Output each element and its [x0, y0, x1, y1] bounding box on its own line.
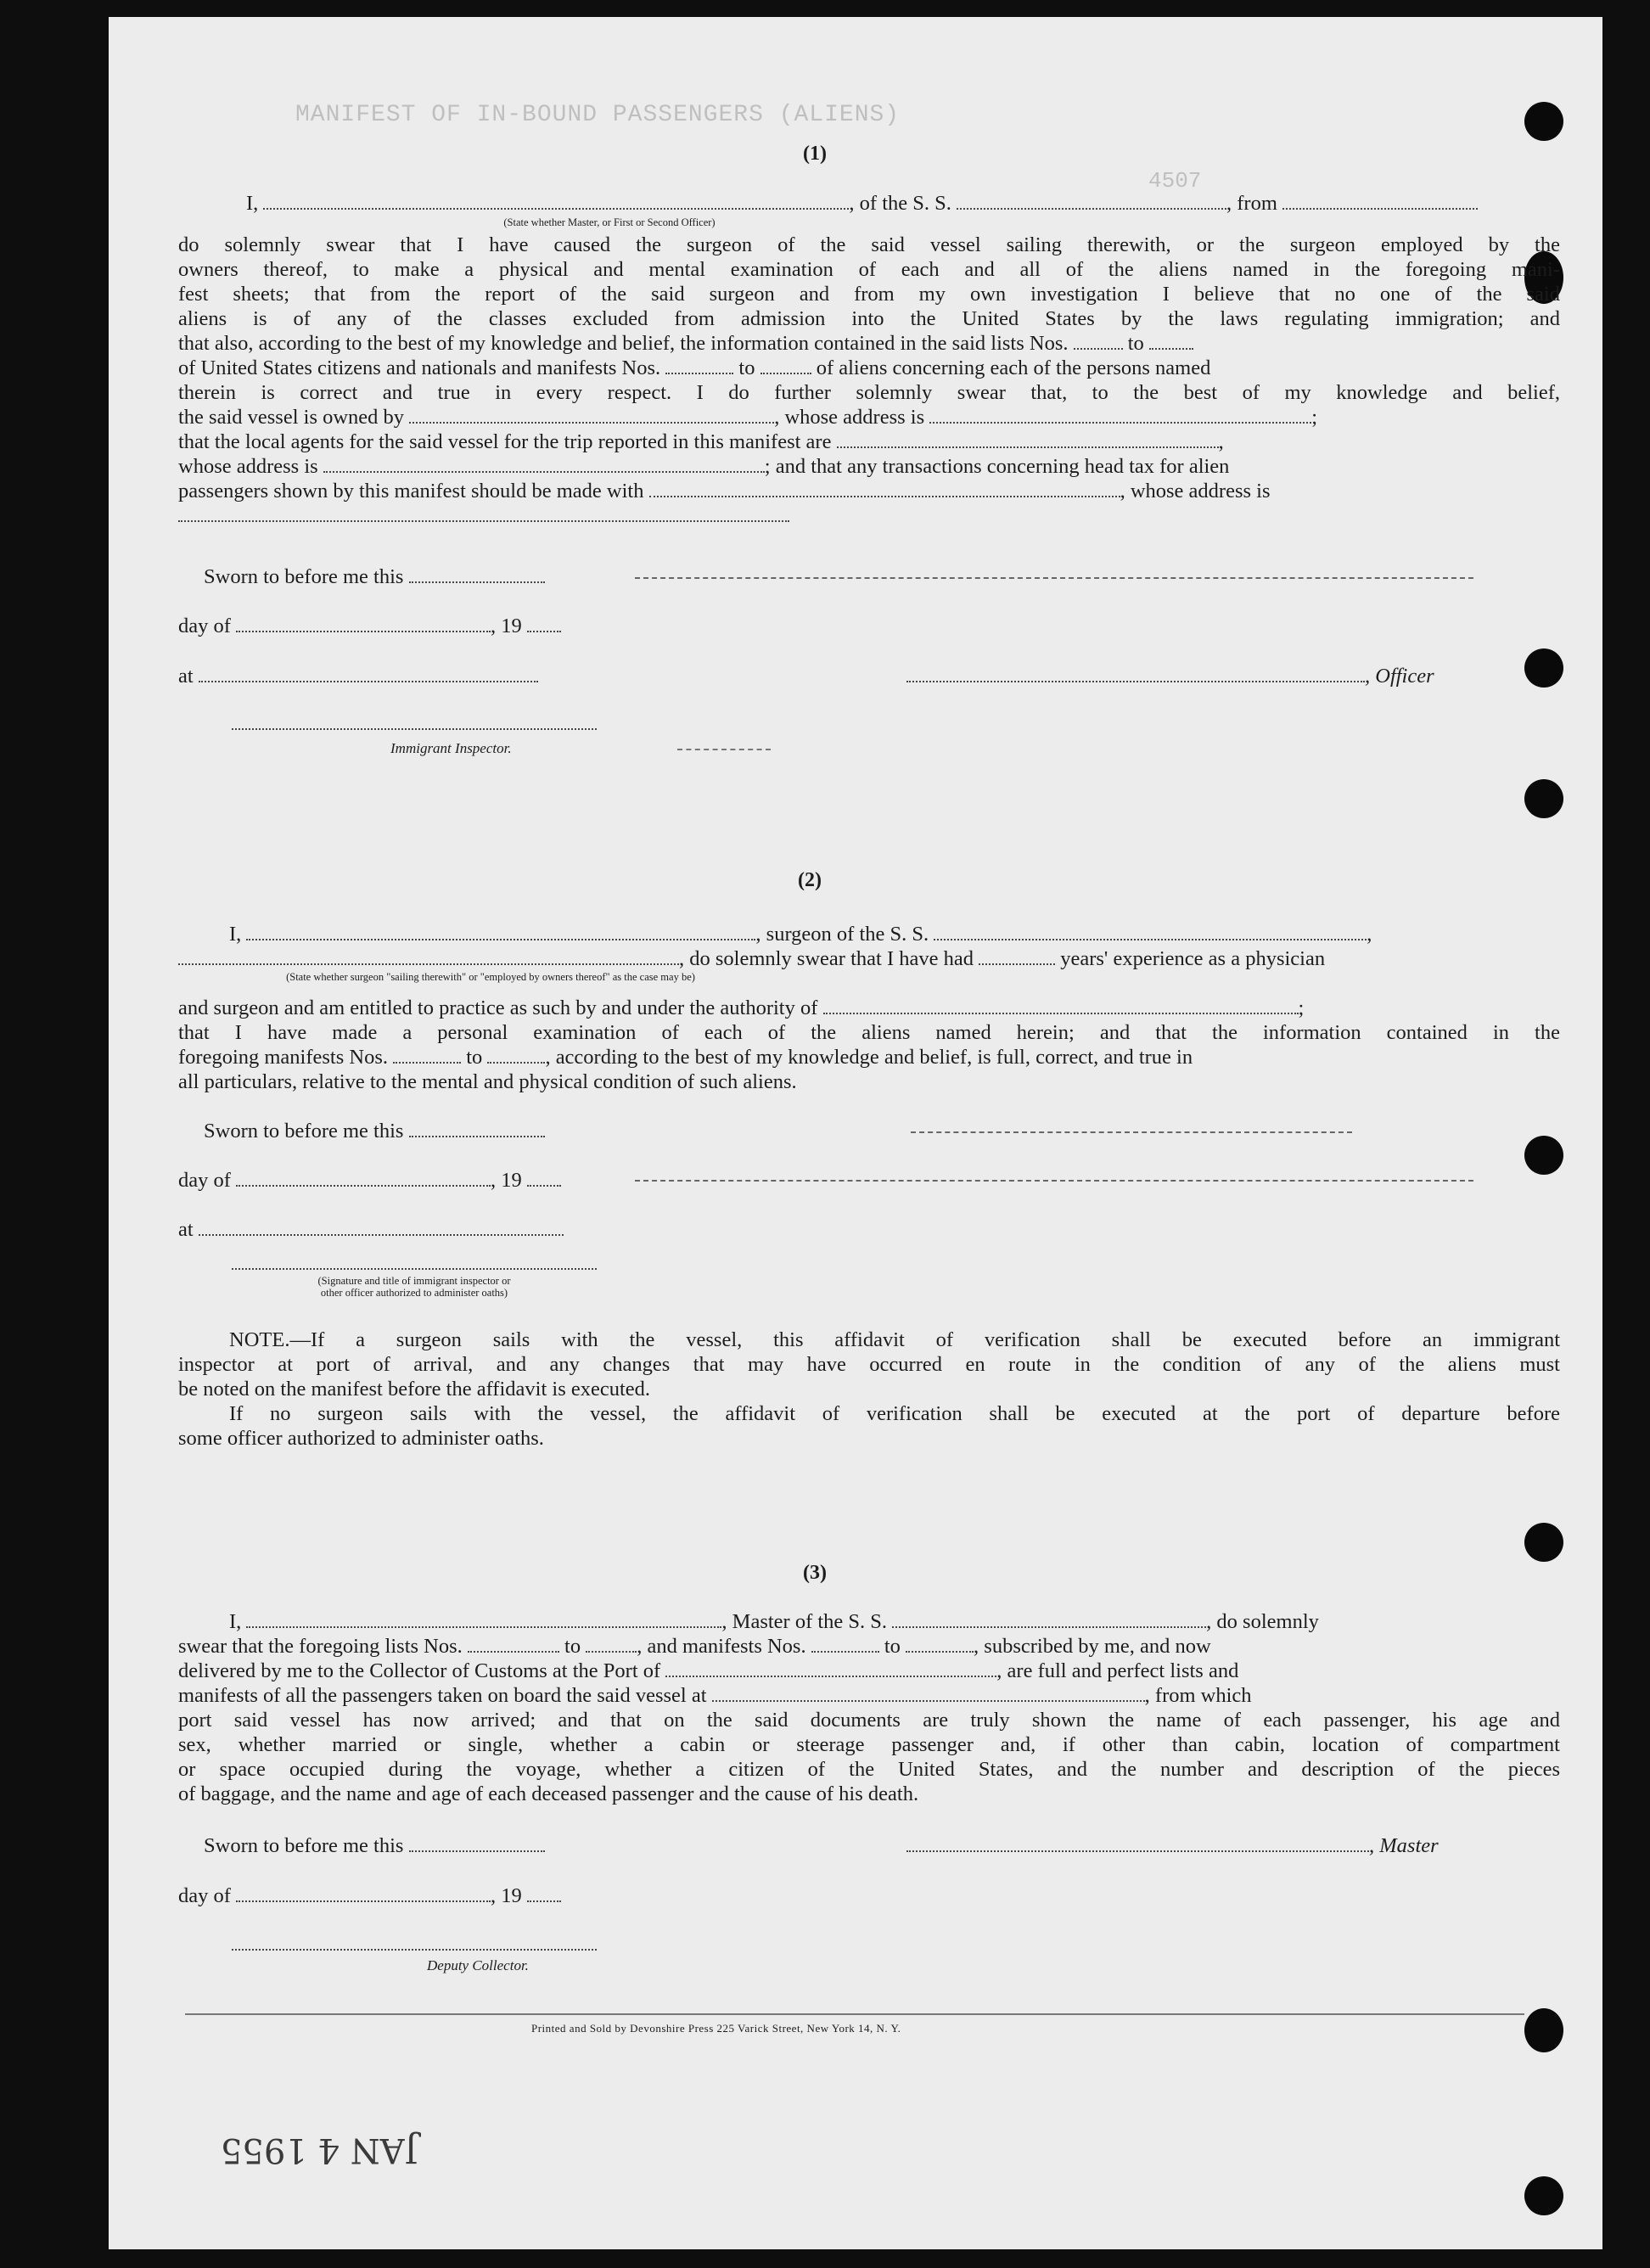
body-line: owners thereof, to make a physical and mental examination of each and all of the aliens named in the foregoing mani-	[178, 258, 1560, 281]
punch-hole	[1524, 2176, 1563, 2215]
text: , Officer	[1365, 665, 1434, 688]
blank-manifest-from[interactable]	[665, 356, 733, 374]
body-line: of baggage, and the name and age of each deceased passenger and the cause of his death.	[178, 1782, 919, 1805]
punch-hole	[1524, 779, 1563, 818]
text: Sworn to before me this	[204, 1834, 404, 1857]
officer-line	[906, 664, 1434, 688]
blank-place[interactable]	[199, 1217, 564, 1236]
text: to	[466, 1046, 483, 1069]
note-line: inspector at port of arrival, and any changes that may have occurred en route in the condition of any of the aliens must	[178, 1353, 1560, 1376]
body-line: that the local agents for the said vessel for the trip reported in this manifest are ,	[178, 430, 1224, 453]
section-number: (1)	[803, 143, 827, 165]
body-line: the said vessel is owned by , whose address is ;	[178, 406, 1318, 429]
note-line: some officer authorized to administer oaths.	[178, 1427, 544, 1450]
blank-manifest-to[interactable]	[906, 1634, 974, 1653]
text: to	[564, 1635, 581, 1658]
blank-surgeon-vessel[interactable]	[934, 922, 1367, 940]
printer-credit: Printed and Sold by Devonshire Press 225 Varick Street, New York 14, N. Y.	[531, 2022, 901, 2035]
text: foregoing manifests Nos.	[178, 1046, 388, 1069]
master-line	[906, 1833, 1439, 1858]
text: , do solemnly	[1206, 1610, 1319, 1633]
blank-year[interactable]	[527, 614, 561, 632]
blank-head-tax-party[interactable]	[649, 479, 1120, 497]
text: day of	[178, 615, 231, 637]
text: , of the S. S.	[849, 192, 951, 215]
blank-list-from[interactable]	[468, 1634, 559, 1653]
blank-officer[interactable]	[263, 191, 849, 210]
text: Sworn to before me this	[204, 1120, 404, 1142]
blank-list-to[interactable]	[1149, 331, 1193, 350]
affidavit-line: I, , surgeon of the S. S. ,	[229, 923, 1372, 946]
blank-month[interactable]	[236, 1168, 491, 1187]
text: whose address is	[178, 455, 318, 478]
text: of United States citizens and nationals and manifests Nos.	[178, 356, 661, 379]
blank-authority[interactable]	[823, 996, 1299, 1014]
text: , do solemnly swear that I have had	[679, 947, 974, 970]
blank-port[interactable]	[665, 1659, 996, 1677]
blank-from-port[interactable]	[1282, 191, 1478, 210]
text: that the local agents for the said vessel for the trip reported in this manifest are	[178, 430, 832, 453]
bleed-through-code: 4507	[1148, 168, 1202, 194]
text: to	[884, 1635, 901, 1658]
inspector-signature-line	[232, 1268, 597, 1270]
text: , from	[1226, 192, 1277, 215]
text: , Master of the S. S.	[721, 1610, 888, 1633]
signature-line	[911, 1131, 1352, 1133]
blank-manifest-to[interactable]	[487, 1045, 545, 1064]
text: day of	[178, 1169, 231, 1192]
punch-hole	[1524, 648, 1563, 688]
blank-manifest-from[interactable]	[393, 1045, 461, 1064]
day-line	[178, 1168, 561, 1193]
blank-years[interactable]	[979, 946, 1055, 965]
blank-month[interactable]	[236, 614, 491, 632]
blank-master-name[interactable]	[246, 1609, 721, 1628]
punch-hole	[1524, 2008, 1563, 2052]
text: I,	[229, 1610, 242, 1633]
at-line	[178, 664, 538, 688]
body-line	[178, 356, 1210, 380]
body-line: aliens is of any of the classes excluded from admission into the United States by the laws regulating immigration; and	[178, 307, 1560, 330]
text: , whose address is	[1120, 480, 1271, 502]
blank-embark-port[interactable]	[712, 1683, 1145, 1702]
affidavit-line	[229, 1609, 1319, 1634]
text: I,	[229, 923, 242, 946]
body-line	[178, 479, 1271, 503]
body-line: therein is correct and true in every respect. I do further solemnly swear that, to the best of my knowledge and belief,	[178, 381, 1560, 404]
text: I,	[246, 192, 259, 215]
affidavit-line	[178, 1659, 1238, 1683]
collector-signature-line	[232, 1949, 597, 1951]
blank-owner-address[interactable]	[929, 405, 1311, 424]
blank-sworn-day[interactable]	[409, 564, 545, 583]
text: at	[178, 1218, 194, 1241]
text: at	[178, 665, 194, 688]
text: , surgeon of the S. S.	[755, 923, 929, 946]
text: , 19	[491, 615, 522, 637]
text: Sworn to before me this	[204, 565, 404, 588]
blank-sworn-day[interactable]	[409, 1119, 545, 1137]
body-line: and surgeon and am entitled to practice as such by and under the authority of ;	[178, 996, 1305, 1019]
blank-master-signature[interactable]	[906, 1833, 1369, 1852]
body-line	[178, 503, 789, 528]
body-line	[178, 454, 1229, 479]
body-line: all particulars, relative to the mental and physical condition of such aliens.	[178, 1070, 797, 1093]
text: swear that the foregoing lists Nos.	[178, 1635, 463, 1658]
blank-list-from[interactable]	[1074, 331, 1123, 350]
blank-officer-signature[interactable]	[906, 664, 1365, 682]
section-number: (3)	[803, 1562, 827, 1584]
blank-sworn-day[interactable]	[409, 1833, 545, 1852]
text: , from which	[1144, 1684, 1252, 1707]
body-line: or space occupied during the voyage, whether a citizen of the United States, and the number and description of the pieces	[178, 1758, 1560, 1781]
punch-hole	[1524, 102, 1563, 141]
at-line	[178, 1217, 564, 1242]
blank-surgeon-type[interactable]	[178, 946, 679, 965]
body-line: that I have made a personal examination of each of the aliens named herein; and that the information contained in the	[178, 1021, 1560, 1044]
footer-rule	[185, 2013, 1524, 2015]
section-number: (2)	[798, 869, 822, 891]
day-line	[178, 614, 561, 638]
blank-year[interactable]	[527, 1883, 561, 1902]
affidavit-line	[178, 1634, 1211, 1659]
text: manifests of all the passengers taken on board the said vessel at	[178, 1684, 707, 1707]
body-line	[178, 1045, 1193, 1069]
body-line: sex, whether married or single, whether a cabin or steerage passenger and, if other than cabin, location of compartment	[178, 1733, 1560, 1756]
text: , 19	[491, 1169, 522, 1192]
blank-list-to[interactable]	[586, 1634, 637, 1653]
collector-caption: Deputy Collector.	[427, 1957, 529, 1973]
signature-line	[635, 1180, 1473, 1182]
affidavit-line	[178, 1683, 1252, 1708]
caption: (State whether surgeon "sailing therewith" or "employed by owners thereof" as the case may be)	[286, 971, 695, 983]
punch-hole	[1524, 1523, 1563, 1562]
blank-local-agents[interactable]	[837, 429, 1219, 448]
text: ; and that any transactions concerning head tax for alien	[764, 455, 1230, 478]
text: , Master	[1369, 1834, 1439, 1857]
document-page	[109, 17, 1602, 2249]
faint-dash	[677, 749, 771, 750]
text: the said vessel is owned by	[178, 406, 405, 429]
sworn-line	[204, 1833, 545, 1858]
text: , according to the best of my knowledge and belief, is full, correct, and true in	[545, 1046, 1193, 1069]
inspector-signature-line	[232, 728, 597, 730]
sworn-line	[204, 1119, 545, 1143]
text: to	[1127, 332, 1144, 355]
sworn-line	[204, 564, 545, 589]
date-stamp: JAN 4 1955	[221, 2130, 418, 2170]
text: , 19	[491, 1884, 522, 1907]
blank-surgeon-name[interactable]	[246, 922, 755, 940]
affidavit-line	[246, 191, 1553, 216]
blank-vessel[interactable]	[957, 191, 1226, 210]
body-line	[178, 331, 1193, 356]
text: other officer authorized to administer oaths)	[320, 1287, 508, 1299]
blank-owner[interactable]	[409, 405, 774, 424]
text: day of	[178, 1884, 231, 1907]
text: , subscribed by me, and now	[974, 1635, 1211, 1658]
body-line: port said vessel has now arrived; and that on the said documents are truly shown the name of each passenger, his age and	[178, 1709, 1560, 1732]
punch-hole	[1524, 1136, 1563, 1175]
text: delivered by me to the Collector of Customs at the Port of	[178, 1659, 661, 1682]
inspector-caption: Immigrant Inspector.	[390, 740, 512, 756]
text: years' experience as a physician	[1060, 947, 1326, 970]
text: , and manifests Nos.	[637, 1635, 806, 1658]
text: to	[738, 356, 755, 379]
blank-manifest-to[interactable]	[760, 356, 811, 374]
text: passengers shown by this manifest should be made with	[178, 480, 644, 502]
caption: (State whether Master, or First or Second Officer)	[503, 216, 716, 228]
blank-manifest-from[interactable]	[811, 1634, 879, 1653]
blank-head-tax-address[interactable]	[178, 503, 789, 522]
text: (Signature and title of immigrant inspector or	[317, 1275, 511, 1287]
affidavit-line	[178, 946, 1325, 971]
bleed-through-header: MANIFEST OF IN-BOUND PASSENGERS (ALIENS)	[295, 102, 901, 128]
note-line: If no surgeon sails with the vessel, the affidavit of verification shall be executed at the port of departure before	[229, 1402, 1560, 1425]
body-line: fest sheets; that from the report of the said surgeon and from my own investigation I believe that no one of the said	[178, 283, 1560, 306]
day-line	[178, 1883, 561, 1908]
note-line: NOTE.—If a surgeon sails with the vessel, this affidavit of verification shall be executed before an immigrant	[229, 1328, 1560, 1351]
text: , are full and perfect lists and	[996, 1659, 1239, 1682]
signature-line	[635, 577, 1473, 579]
blank-agent-address[interactable]	[323, 454, 765, 473]
text: , whose address is	[774, 406, 925, 429]
note-line: be noted on the manifest before the affidavit is executed.	[178, 1378, 651, 1401]
text: of aliens concerning each of the persons named	[816, 356, 1211, 379]
text: that also, according to the best of my knowledge and belief, the information contained in the said lists Nos.	[178, 332, 1069, 355]
blank-year[interactable]	[527, 1168, 561, 1187]
text: and surgeon and am entitled to practice as such by and under the authority of	[178, 996, 818, 1019]
body-line: do solemnly swear that I have caused the surgeon of the said vessel sailing therewith, or the surgeon employed by the	[178, 233, 1560, 256]
blank-place[interactable]	[199, 664, 538, 682]
blank-vessel[interactable]	[892, 1609, 1206, 1628]
blank-month[interactable]	[236, 1883, 491, 1902]
sig-caption	[278, 1275, 550, 1299]
